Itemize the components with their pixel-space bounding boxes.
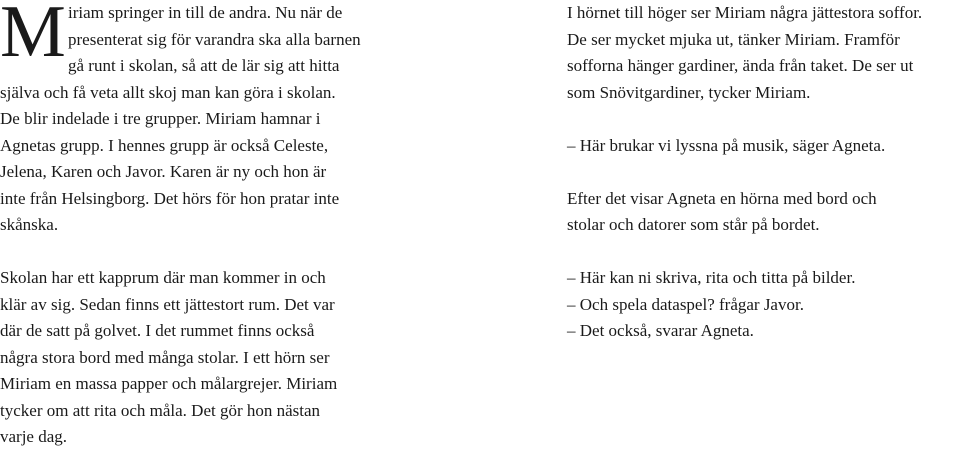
- dialogue-line: – Här kan ni skriva, rita och titta på bilder.: [567, 268, 856, 287]
- text-line: gå runt i skolan, så att de lär sig att hitta: [68, 56, 340, 75]
- second-paragraph: [0, 265, 420, 451]
- paragraph-gap: [567, 159, 960, 186]
- left-column: [0, 0, 420, 451]
- text-line: tycker om att rita och måla. Det gör hon nästan: [0, 400, 321, 420]
- text-line: där de satt på golvet. I det rummet finns också: [0, 321, 315, 340]
- dialogue-line: – Här brukar vi lyssna på musik, säger Agneta.: [567, 135, 886, 155]
- text-line: De blir indelade i tre grupper. Miriam hamnar i: [0, 109, 321, 128]
- paragraph-gap: [0, 239, 420, 266]
- paragraph-gap: [567, 239, 960, 266]
- text-line: presenterat sig för varandra ska alla barnen: [68, 29, 361, 49]
- text-line: stolar och datorer som står på bordet.: [567, 215, 820, 234]
- text-line: som Snövitgardiner, tycker Miriam.: [567, 82, 811, 102]
- text-line: Skolan har ett kapprum där man kommer in och: [0, 268, 326, 287]
- text-line: De ser mycket mjuka ut, tänker Miriam. Framför: [567, 29, 900, 49]
- text-line: inte från Helsingborg. Det hörs för hon pratar inte: [0, 188, 340, 208]
- text-line: Jelena, Karen och Javor. Karen är ny och hon är: [0, 162, 327, 181]
- text-line: sofforna hänger gardiner, ända från taket. De ser ut: [567, 56, 914, 75]
- sofa-paragraph: [567, 0, 960, 106]
- text-line: klär av sig. Sedan finns ett jättestort rum. Det var: [0, 294, 335, 314]
- text-line: skånska.: [0, 215, 59, 234]
- dialogue-line: – Det också, svarar Agneta.: [567, 321, 754, 340]
- computer-corner-paragraph: [567, 186, 960, 239]
- text-line: I hörnet till höger ser Miriam några jättestora soffor.: [567, 3, 923, 22]
- text-line: själva och få veta allt skoj man kan göra i skolan.: [0, 82, 336, 102]
- dialogue-block: [567, 265, 960, 345]
- text-line: Miriam en massa papper och målargrejer. Miriam: [0, 374, 338, 393]
- paragraph-gap: [567, 106, 960, 133]
- text-line: iriam springer in till de andra. Nu när de: [68, 3, 343, 22]
- text-line: varje dag.: [0, 427, 68, 446]
- text-line: Agnetas grupp. I hennes grupp är också Celeste,: [0, 135, 329, 155]
- dialogue-line: – Och spela dataspel? frågar Javor.: [567, 294, 804, 314]
- opening-paragraph: [0, 0, 420, 239]
- text-line: några stora bord med många stolar. I ett hörn ser: [0, 347, 330, 367]
- right-column: [567, 0, 960, 345]
- text-line: Efter det visar Agneta en hörna med bord och: [567, 188, 877, 208]
- drop-cap: M: [0, 0, 66, 73]
